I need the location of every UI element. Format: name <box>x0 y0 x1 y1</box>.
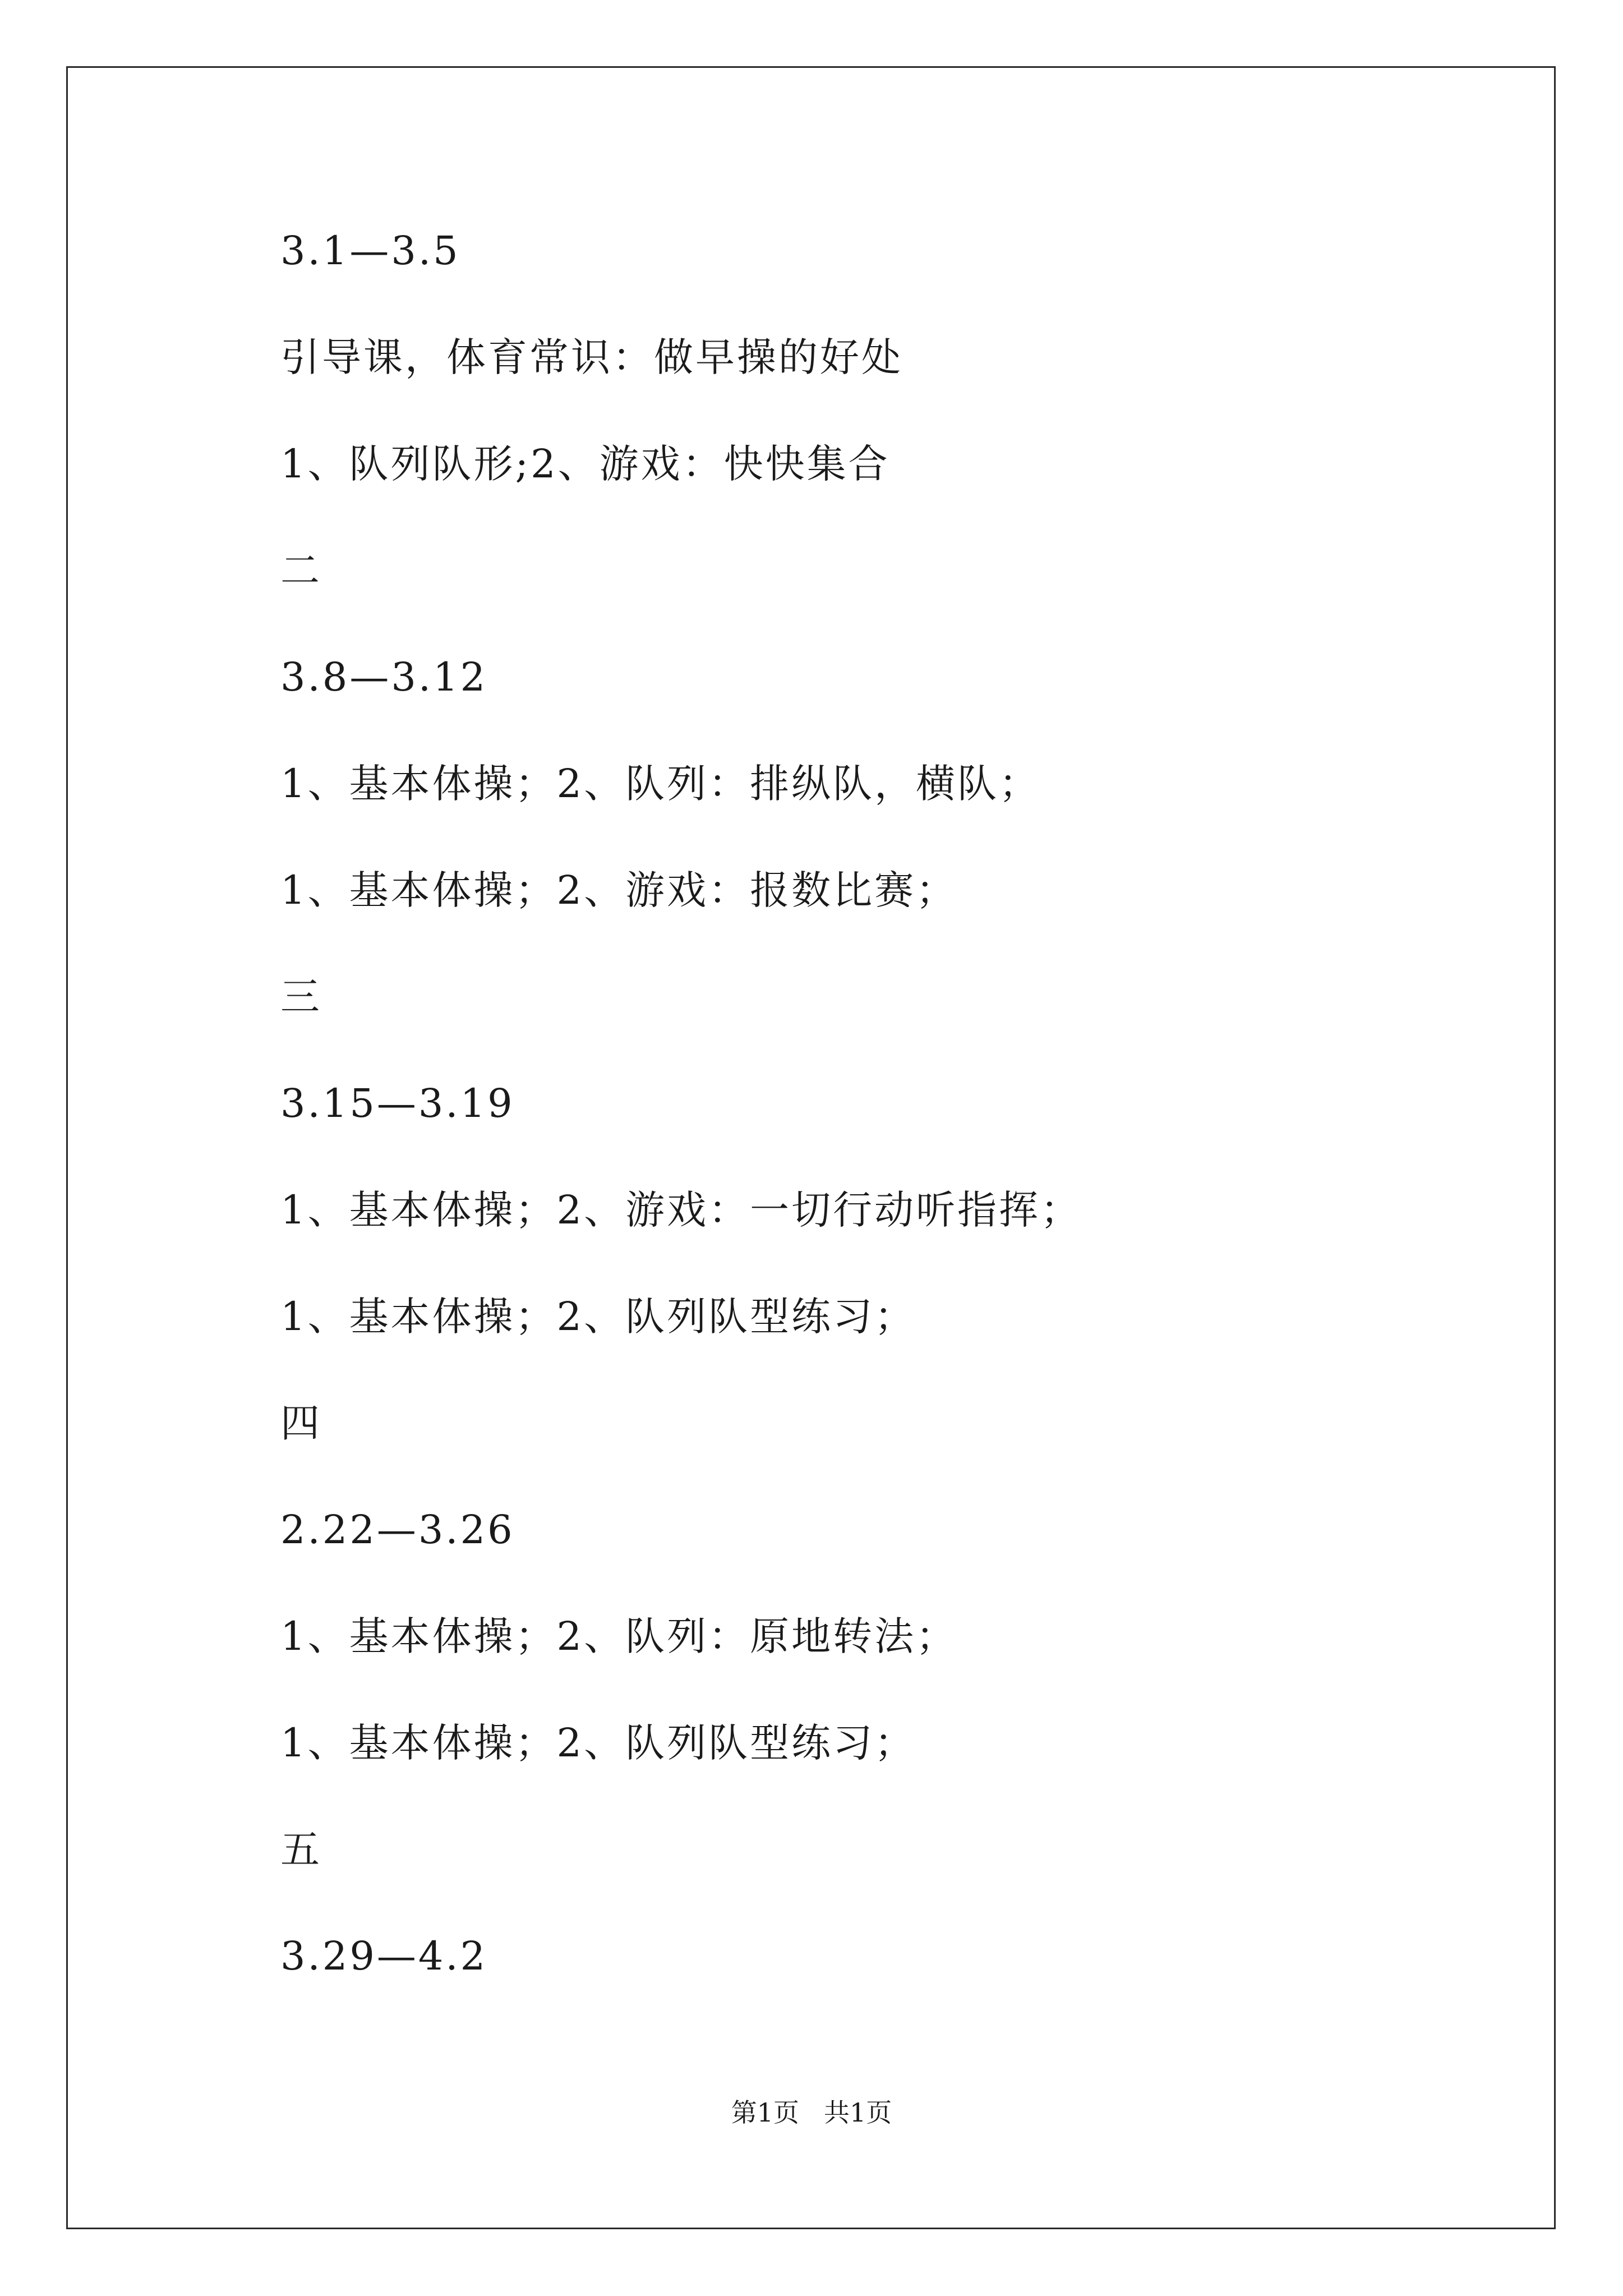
text-line: 1、基本体操；2、游戏：一切行动听指挥； <box>280 1187 1082 1233</box>
page-footer <box>0 2096 1623 2129</box>
text-line: 1、基本体操；2、队列：原地转法； <box>280 1613 958 1659</box>
text-line: 1、基本体操；2、队列队型练习； <box>280 1720 916 1766</box>
week-number: 三 <box>280 974 322 1020</box>
text-line: 3.15—3.19 <box>280 1080 515 1126</box>
page-total: 共1页 <box>824 2097 892 2128</box>
week-number: 四 <box>280 1400 322 1446</box>
document-body <box>280 220 1458 2032</box>
text-line: 3.1—3.5 <box>280 228 460 274</box>
text-line: 3.8—3.12 <box>280 654 488 700</box>
text-line: 1、基本体操；2、游戏：报数比赛； <box>280 867 958 913</box>
page-current: 第1页 <box>731 2097 799 2128</box>
week-number: 五 <box>280 1826 322 1872</box>
text-line: 引导课，体育常识：做早操的好处 <box>280 334 903 380</box>
week-number: 二 <box>280 547 322 593</box>
text-line: 1、基本体操；2、队列队型练习； <box>280 1294 916 1340</box>
text-line: 2.22—3.26 <box>280 1507 515 1553</box>
text-line: 1、队列队形;2、游戏：快快集合 <box>280 441 890 487</box>
text-line: 3.29—4.2 <box>280 1933 488 1979</box>
text-line: 1、基本体操；2、队列：排纵队，横队； <box>280 761 1041 807</box>
